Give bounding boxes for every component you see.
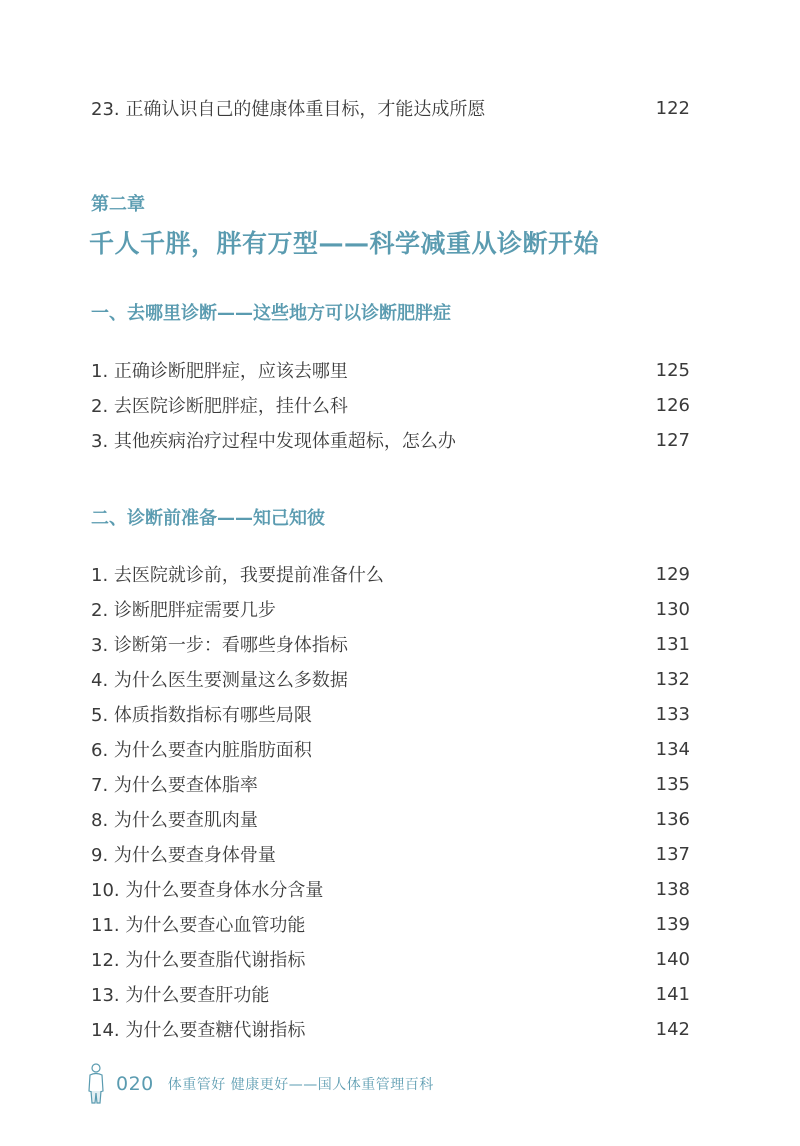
toc-entry — [91, 391, 690, 419]
toc-entry-label: 1. 正确诊断肥胖症，应该去哪里 — [91, 361, 348, 382]
toc-entry-label: 1. 去医院就诊前，我要提前准备什么 — [91, 565, 384, 586]
toc-entry-label: 8. 为什么要查肌肉量 — [91, 810, 258, 831]
toc-entry-label: 6. 为什么要查内脏脂肪面积 — [91, 740, 312, 761]
toc-entry-page: 133 — [655, 703, 690, 725]
toc-entry — [91, 1015, 690, 1043]
toc-entry — [91, 630, 690, 658]
toc-entry-page: 140 — [655, 948, 690, 970]
toc-entry-page: 132 — [655, 668, 690, 690]
toc-entry-page: 135 — [655, 773, 690, 795]
toc-entry — [91, 840, 690, 868]
toc-entry-label: 13. 为什么要查肝功能 — [91, 985, 270, 1006]
toc-entry-page: 127 — [655, 429, 690, 451]
section-title-2: 二、诊断前准备——知己知彼 — [91, 508, 325, 529]
toc-entry-page: 125 — [655, 359, 690, 381]
toc-entry — [91, 770, 690, 798]
toc-entry-label: 2. 诊断肥胖症需要几步 — [91, 600, 276, 621]
toc-entry — [91, 665, 690, 693]
toc-entry-label: 23. 正确认识自己的健康体重目标，才能达成所愿 — [91, 99, 486, 120]
toc-entry — [91, 875, 690, 903]
toc-entry-page: 129 — [655, 563, 690, 585]
toc-entry — [91, 980, 690, 1008]
toc-entry-page: 126 — [655, 394, 690, 416]
toc-entry-23 — [91, 94, 690, 122]
toc-entry-page: 138 — [655, 878, 690, 900]
toc-entry-label: 3. 其他疾病治疗过程中发现体重超标，怎么办 — [91, 431, 456, 452]
toc-entry — [91, 356, 690, 384]
page-footer — [86, 1060, 434, 1108]
toc-entry-label: 3. 诊断第一步：看哪些身体指标 — [91, 635, 348, 656]
footer-book-title: 体重管好 健康更好——国人体重管理百科 — [167, 1077, 434, 1093]
toc-entry-page: 134 — [655, 738, 690, 760]
toc-entry-page: 122 — [655, 97, 690, 119]
toc-entry-page: 137 — [655, 843, 690, 865]
toc-entry-label: 7. 为什么要查体脂率 — [91, 775, 258, 796]
toc-entry — [91, 426, 690, 454]
person-figure-icon — [86, 1063, 106, 1105]
toc-entry — [91, 805, 690, 833]
toc-entry-page: 139 — [655, 913, 690, 935]
toc-entry-page: 131 — [655, 633, 690, 655]
toc-entry-page: 142 — [655, 1018, 690, 1040]
toc-entry-label: 9. 为什么要查身体骨量 — [91, 845, 276, 866]
chapter-label: 第二章 — [91, 194, 145, 215]
toc-entry-page: 141 — [655, 983, 690, 1005]
toc-entry-label: 2. 去医院诊断肥胖症，挂什么科 — [91, 396, 348, 417]
toc-entry — [91, 560, 690, 588]
section-title-1: 一、去哪里诊断——这些地方可以诊断肥胖症 — [91, 303, 451, 324]
toc-entry — [91, 910, 690, 938]
toc-entry-label: 14. 为什么要查糖代谢指标 — [91, 1020, 306, 1041]
toc-entry — [91, 700, 690, 728]
chapter-title: 千人千胖，胖有万型——科学减重从诊断开始 — [89, 229, 600, 258]
toc-entry-label: 12. 为什么要查脂代谢指标 — [91, 950, 306, 971]
toc-entry-label: 5. 体质指数指标有哪些局限 — [91, 705, 312, 726]
toc-entry-page: 136 — [655, 808, 690, 830]
toc-entry — [91, 735, 690, 763]
toc-entry — [91, 595, 690, 623]
toc-entry — [91, 945, 690, 973]
toc-entry-page: 130 — [655, 598, 690, 620]
toc-entry-label: 4. 为什么医生要测量这么多数据 — [91, 670, 348, 691]
toc-entry-label: 10. 为什么要查身体水分含量 — [91, 880, 324, 901]
footer-page-number: 020 — [116, 1073, 154, 1095]
toc-entry-label: 11. 为什么要查心血管功能 — [91, 915, 306, 936]
